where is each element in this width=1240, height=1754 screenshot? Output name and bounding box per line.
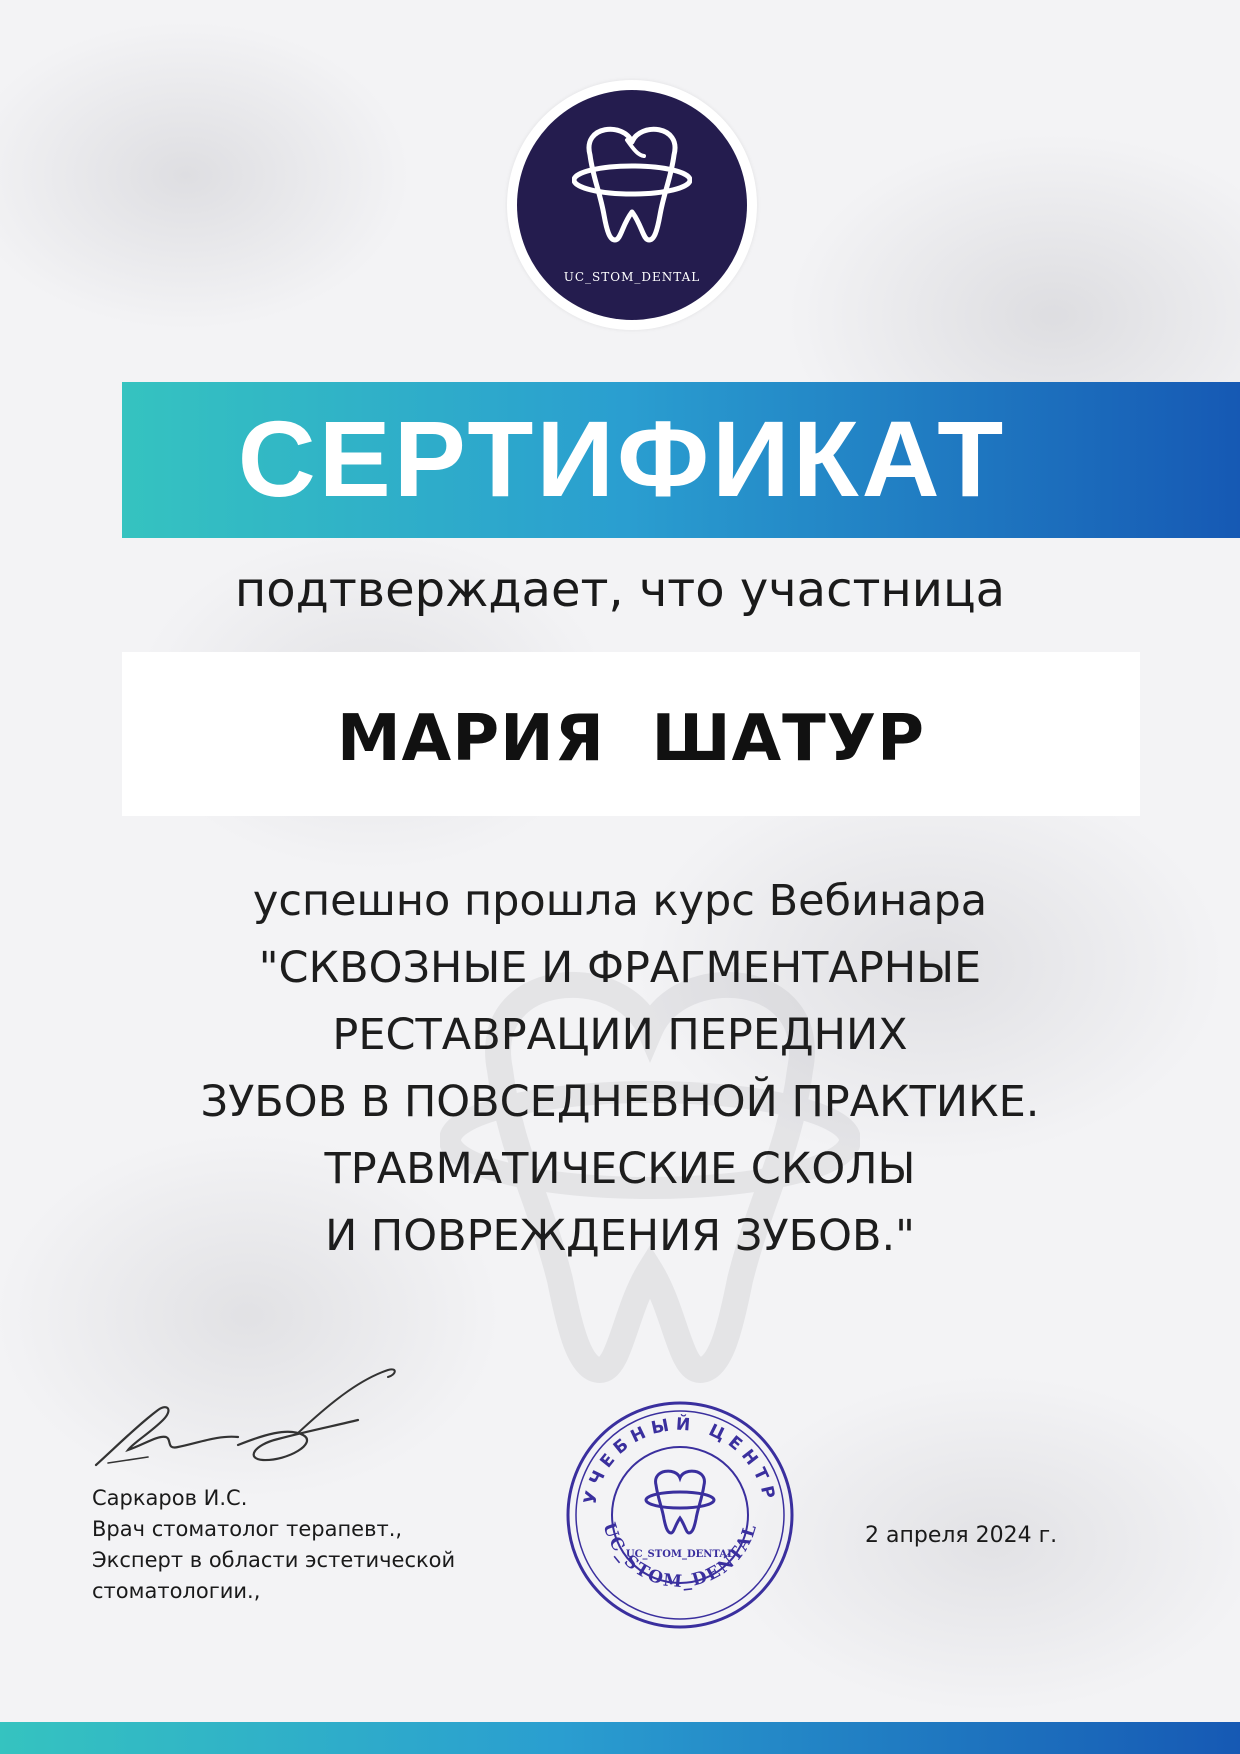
certificate-date: 2 апреля 2024 г. bbox=[865, 1523, 1058, 1548]
course-line: РЕСТАВРАЦИИ ПЕРЕДНИХ bbox=[332, 1010, 908, 1060]
stamp-center-text: UC_STOM_DENTAL bbox=[625, 1549, 735, 1560]
signer-block bbox=[92, 1483, 455, 1607]
course-line: "СКВОЗНЫЕ И ФРАГМЕНТАРНЫЕ bbox=[258, 943, 982, 993]
logo-text: UC_STOM_DENTAL bbox=[563, 270, 701, 284]
course-line: ТРАВМАТИЧЕСКИЕ СКОЛЫ bbox=[324, 1144, 916, 1194]
tooth-icon bbox=[572, 120, 692, 250]
course-description bbox=[0, 868, 1240, 1270]
stamp-top-text: УЧЕБНЫЙ ЦЕНТР bbox=[580, 1414, 780, 1507]
stamp-tooth-icon bbox=[646, 1471, 714, 1533]
stamp bbox=[560, 1395, 800, 1635]
intro-text: подтверждает, что участница bbox=[234, 562, 1006, 618]
logo-badge bbox=[517, 90, 747, 320]
course-line: И ПОВРЕЖДЕНИЯ ЗУБОВ." bbox=[325, 1211, 915, 1261]
signer-title: Эксперт в области эстетической bbox=[92, 1548, 456, 1572]
signature bbox=[88, 1365, 408, 1475]
signer-name: Саркаров И.С. bbox=[92, 1486, 248, 1510]
signer-title: стоматологии., bbox=[92, 1579, 261, 1603]
title-banner bbox=[122, 382, 1240, 538]
signer-title: Врач стоматолог терапевт., bbox=[92, 1517, 403, 1541]
bottom-bar bbox=[0, 1722, 1240, 1754]
certificate-title: СЕРТИФИКАТ bbox=[237, 398, 1007, 519]
recipient-name: МАРИЯ ШАТУР bbox=[336, 702, 926, 776]
stamp-bottom-text: UC_STOM_DENTAL bbox=[598, 1520, 762, 1593]
course-line: ЗУБОВ В ПОВСЕДНЕВНОЙ ПРАКТИКЕ. bbox=[200, 1077, 1040, 1127]
logo bbox=[507, 80, 757, 330]
course-line: успешно прошла курс Вебинара bbox=[252, 876, 988, 926]
recipient-box bbox=[122, 652, 1140, 816]
